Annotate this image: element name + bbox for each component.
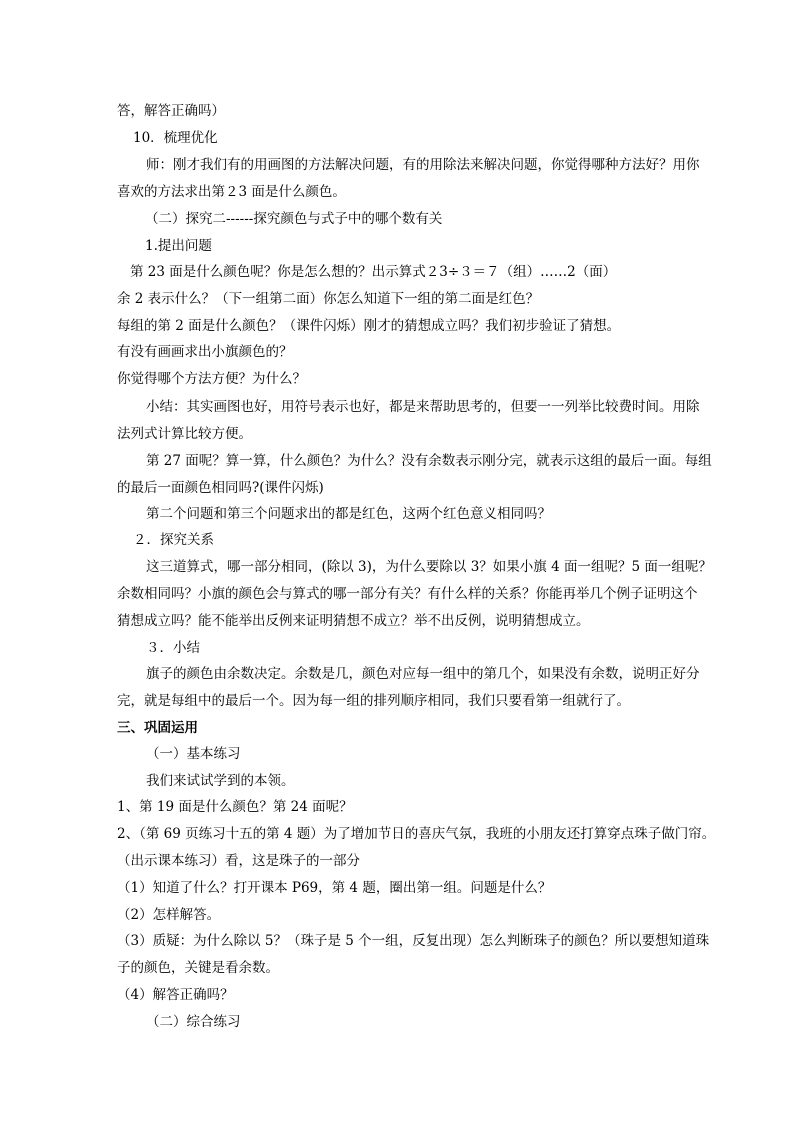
section-heading: 1.提出问题: [145, 238, 212, 254]
text-line: 猜想成立吗？能不能举出反例来证明猜想不成立？举不出反例，说明猜想成立。: [117, 613, 590, 629]
text-line: 旗子的颜色由余数决定。余数是几，颜色对应每一组中的第几个，如果没有余数，说明正好分: [146, 666, 700, 682]
text-line: 每组的第 2 面是什么颜色？（课件闪烁）刚才的猜想成立吗？我们初步验证了猜想。: [117, 318, 621, 334]
text-line: 我们来试试学到的本领。: [146, 773, 295, 789]
section-heading: （二）综合练习: [146, 1014, 241, 1030]
text-line: 1、第 19 面是什么颜色？第 24 面呢？: [117, 799, 353, 815]
text-line: 师：刚才我们有的用画图的方法解决问题，有的用除法来解决问题，你觉得哪种方法好？用你: [146, 157, 700, 173]
text-line: （3）质疑：为什么除以 5？（珠子是 5 个一组，反复出现）怎么判断珠子的颜色？所以要想知道珠: [117, 933, 710, 949]
text-line: 喜欢的方法求出第２3 面是什么颜色。: [117, 184, 346, 200]
text-line: 余 2 表示什么？（下一组第二面）你怎么知道下一组的第二面是红色？: [117, 291, 540, 307]
text-line: 第 23 面是什么颜色呢？你是怎么想的？出示算式２3÷３＝７（组）……2（面）: [130, 264, 617, 280]
section-heading: ３．小结: [146, 640, 200, 656]
section-heading: （一）基本练习: [146, 746, 241, 762]
text-line: （出示课本练习）看，这是珠子的一部分: [117, 853, 360, 869]
text-line: 有没有画画求出小旗颜色的？: [117, 344, 293, 360]
text-line: 完，就是每组中的最后一个。因为每一组的排列顺序相同，我们只要看第一组就行了。: [117, 693, 630, 709]
text-line: 你觉得哪个方法方便？为什么？: [117, 371, 306, 387]
text-line: 小结：其实画图也好，用符号表示也好，都是来帮助思考的，但要一一列举比较费时间。用除: [146, 399, 700, 415]
text-line: 的最后一面颜色相同吗?(课件闪烁): [117, 480, 324, 496]
text-line: 这三道算式，哪一部分相同，(除以 3)，为什么要除以 3？如果小旗 4 面一组呢？5 面一组呢？: [146, 559, 712, 575]
text-line: （4）解答正确吗？: [117, 987, 234, 1003]
text-line: 第二个问题和第三个问题求出的都是红色，这两个红色意义相同吗？: [146, 506, 551, 522]
section-heading: （二）探究二------探究颜色与式子中的哪个数有关: [145, 211, 443, 227]
text-line: 2、（第 69 页练习十五的第 4 题）为了增加节日的喜庆气氛，我班的小朋友还打算穿点珠子做门帘。: [117, 826, 716, 842]
section-heading: ２．探究关系: [133, 532, 214, 548]
text-line: （1）知道了什么？打开课本 P69，第 4 题，圈出第一组。问题是什么？: [117, 880, 552, 896]
text-line: 第 27 面呢？算一算，什么颜色？为什么？没有余数表示刚分完，就表示这组的最后一面。每组: [146, 453, 712, 469]
section-heading: 10．梳理优化: [133, 130, 218, 146]
text-line: 余数相同吗？小旗的颜色会与算式的哪一部分有关？有什么样的关系？你能再举几个例子证明这个: [117, 586, 698, 602]
text-line: 答，解答正确吗）: [117, 103, 225, 119]
text-line: （2）怎样解答。: [117, 907, 221, 923]
section-heading: 三、巩固运用: [117, 720, 198, 736]
text-line: 子的颜色，关键是看余数。: [117, 960, 279, 976]
text-line: 法列式计算比较方便。: [117, 426, 252, 442]
